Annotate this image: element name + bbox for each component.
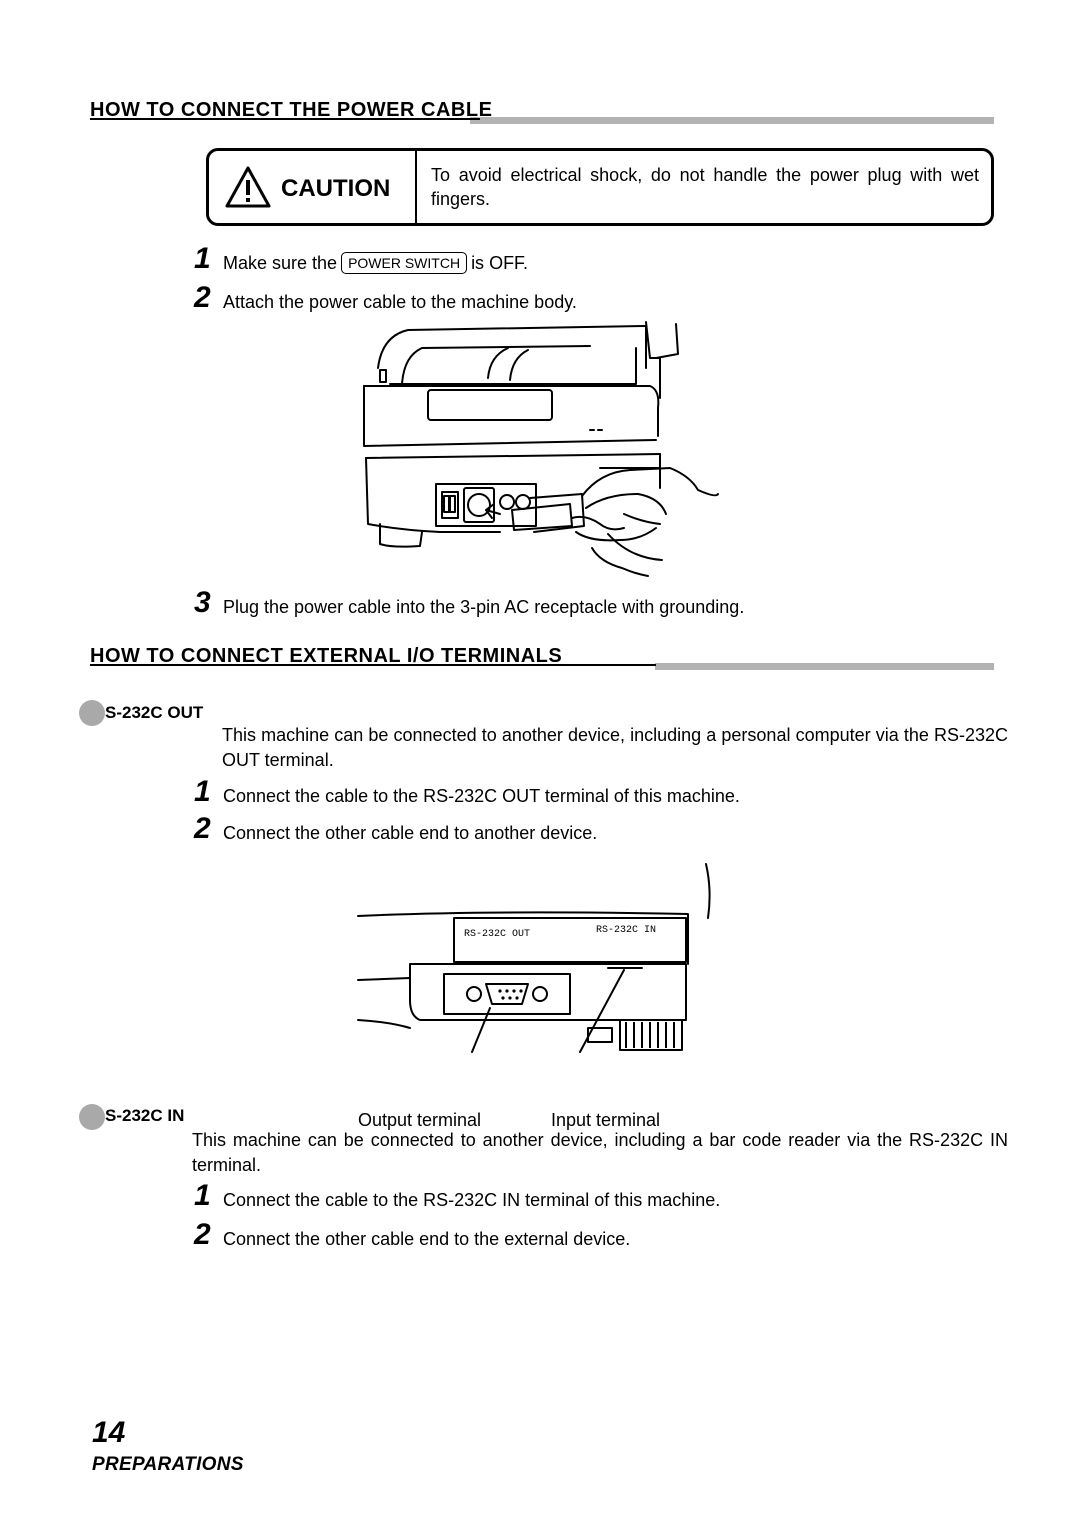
step-text: Attach the power cable to the machine body. <box>223 292 577 312</box>
step-text: Connect the other cable end to the external device. <box>223 1229 631 1249</box>
footer-section-label: PREPARATIONS <box>92 1454 244 1475</box>
power-cable-illustration <box>360 318 730 580</box>
warning-triangle-icon <box>225 165 271 209</box>
step-text: Connect the other cable end to another device. <box>223 823 598 843</box>
power-switch-key: POWER SWITCH <box>341 252 467 274</box>
step-text: Connect the cable to the RS-232C OUT terminal of this machine. <box>223 786 740 806</box>
out-bullet <box>79 700 105 726</box>
step-text-before: Make sure the <box>223 253 338 273</box>
in-description: This machine can be connected to another device, including a bar code reader via the RS-232C IN terminal. <box>192 1130 1008 1175</box>
rs232c-panel-illustration <box>350 860 720 1056</box>
step-number: 3 <box>194 586 211 619</box>
step-number: 2 <box>194 1218 211 1251</box>
step-number: 1 <box>194 775 211 808</box>
section-rule <box>470 117 994 124</box>
out-subtitle: S-232C OUT <box>105 703 204 722</box>
step-number: 2 <box>194 281 211 314</box>
caution-label <box>209 151 417 223</box>
power-title-underline <box>90 118 480 120</box>
in-subtitle: S-232C IN <box>105 1106 185 1125</box>
caution-word: CAUTION <box>281 175 391 202</box>
input-terminal-caption: Input terminal <box>551 1110 661 1130</box>
caution-box <box>206 148 994 226</box>
out-description: This machine can be connected to another device, including a personal computer via the RS-232C OUT terminal. <box>222 725 1008 770</box>
output-terminal-caption: Output terminal <box>358 1110 482 1130</box>
panel-label-out: RS-232C OUT <box>464 929 531 940</box>
step-text-after: is OFF. <box>471 253 529 273</box>
power-section-title: HOW TO CONNECT THE POWER CABLE <box>90 100 493 118</box>
step-text <box>223 252 528 274</box>
in-bullet <box>79 1104 105 1130</box>
step-number: 1 <box>194 1179 211 1212</box>
caution-text: To avoid electrical shock, do not handle the power plug with wet fingers. <box>431 165 979 209</box>
step-number: 2 <box>194 812 211 845</box>
step-text: Plug the power cable into the 3-pin AC receptacle with grounding. <box>223 597 745 617</box>
section-rule <box>655 663 994 670</box>
step-number: 1 <box>194 242 211 275</box>
page-number: 14 <box>92 1416 126 1449</box>
step-text: Connect the cable to the RS-232C IN terminal of this machine. <box>223 1190 721 1210</box>
io-section-title: HOW TO CONNECT EXTERNAL I/O TERMINALS <box>90 646 563 664</box>
io-title-underline <box>90 664 656 666</box>
panel-label-in: RS-232C IN <box>596 925 657 936</box>
